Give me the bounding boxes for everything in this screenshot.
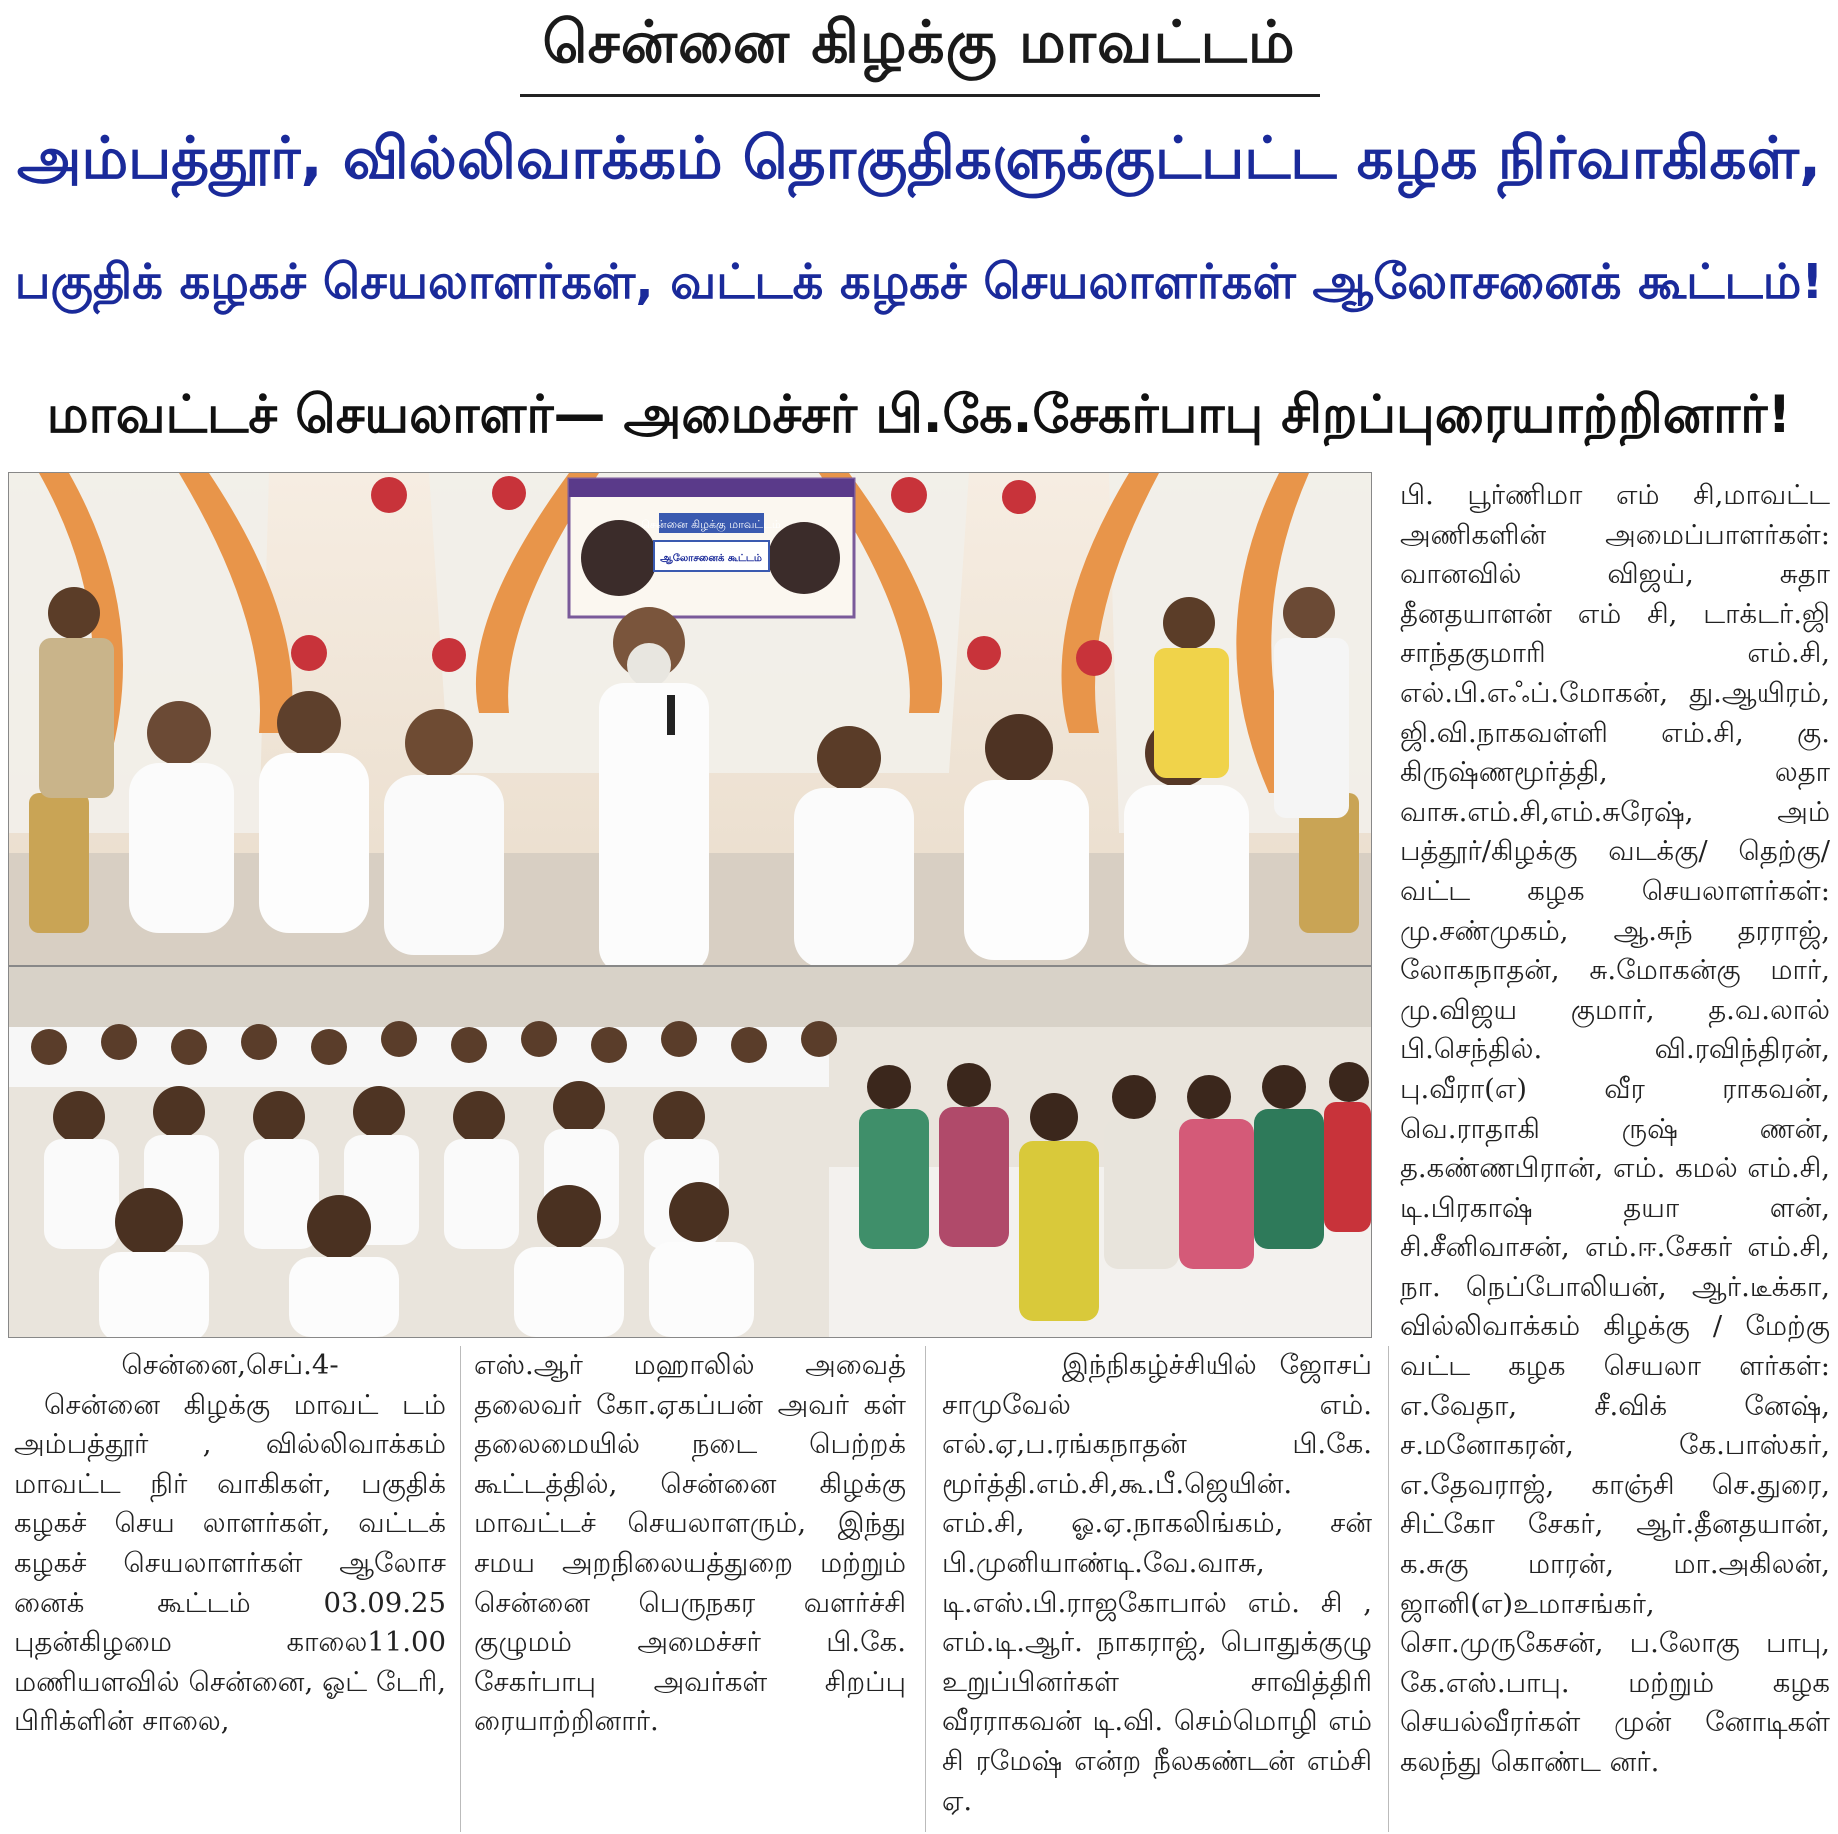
article-column-3 (942, 1346, 1372, 1821)
article-column-1 (14, 1346, 446, 1742)
subheadline: மாவட்டச் செயலாளர்— அமைச்சர் பி.கே.சேகர்பாபு சிறப்புரையாற்றினார்! (46, 385, 1792, 445)
banner-text-2: ஆலோசனைக் கூட்டம் (660, 553, 762, 564)
event-photo-stage (8, 472, 1372, 966)
article-column-2 (474, 1346, 906, 1742)
article-column-right (1400, 476, 1830, 1783)
column-divider (1388, 1346, 1389, 1832)
section-kicker: சென்னை கிழக்கு மாவட்டம் (542, 8, 1296, 76)
dateline: சென்னை,செப்.4- (121, 1349, 339, 1381)
article-text-col3: இந்நிகழ்ச்சியில் ஜோசப் சாமுவேல் எம். எல்.ஏ,ப.ரங்கநாதன் பி.கே. மூர்த்தி.எம்.சி,கூ.பீ.ஜெயின். எம்.சி, ஓ.ஏ.நாகலிங்கம், சன் பி.முனியாண்டி.வே.வாசு, டி.எஸ்.பி.ராஜகோபால் எம். சி , எம்.டி.ஆர். நாகராஜ், பொதுக்குழு உறுப்பினர்கள் சாவித்திரி வீரராகவன் டி.வி. செம்மொழி எம் சி ரமேஷ் என்ற நீலகண்டன் எம்சி ஏ. (942, 1349, 1372, 1817)
column-divider (460, 1346, 461, 1832)
headline-line-2: பகுதிக் கழகச் செயலாளர்கள், வட்டக் கழகச் செயலாளர்கள் ஆலோசனைக் கூட்டம்! (14, 254, 1824, 310)
column-divider (925, 1346, 926, 1832)
article-text-col1: சென்னை கிழக்கு மாவட் டம் அம்பத்தூர் , வில்லிவாக்கம் மாவட்ட நிர் வாகிகள், பகுதிக் கழகச் செய லாளர்கள், வட்டக் கழகச் செயலாளர்கள் ஆலோச னைக் கூட்டம் 03.09.25 புதன்கிழமை காலை11.00 மணியளவில் சென்னை, ஓட் டேரி, பிரிக்ளின் சாலை, (14, 1388, 446, 1738)
article-text-right: பி. பூர்ணிமா எம் சி,மாவட்ட அணிகளின் அமைப்பாளர்கள்: வானவில் விஜய், சுதா தீனதயாளன் எம் சி, டாக்டர்.ஜி சாந்தகுமாரி எம்.சி, எல்.பி.எஃப்.மோகன், து.ஆயிரம், ஜி.வி.நாகவள்ளி எம்.சி, கு. கிருஷ்ணமூர்த்தி, லதா வாசு.எம்.சி,எம்.சுரேஷ், அம் பத்தூர்/கிழக்கு வடக்கு/ தெற்கு/ வட்ட கழக செயலாளர்கள்: மு.சண்முகம், ஆ.சுந் தரராஜ், லோகநாதன், சு.மோகன்கு மார், மு.விஜய குமார், த.வ.லால் பி.செந்தில். வி.ரவிந்திரன், பு.வீரா(எ) வீர ராகவன், வெ.ராதாகி ருஷ் ணன், த.கண்ணபிரான், எம். கமல் எம்.சி, டி.பிரகாஷ் தயா ளன், சி.சீனிவாசன், எம்.ஈ.சேகர் எம்.சி, நா. நெப்போலியன், ஆர்.டீக்கா, வில்லிவாக்கம் கிழக்கு / மேற்கு வட்ட கழக செயலா ளர்கள்: எ.வேதா, சீ.விக் னேஷ், ச.மனோகரன், கே.பாஸ்கர், எ.தேவராஜ், காஞ்சி செ.துரை, சிட்கோ சேகர், ஆர்.தீனதயான், க.சுகு மாரன், மா.அகிலன், ஜானி(எ)உமாசங்கர், சொ.முருகேசன், ப.லோகு பாபு, கே.எஸ்.பாபு. மற்றும் கழக செயல்வீரர்கள் முன் னோடிகள் கலந்து கொண்ட னர். (1400, 479, 1830, 1778)
kicker-underline (520, 94, 1320, 97)
banner-text-1: சென்னை கிழக்கு மாவட்டம் (641, 518, 781, 531)
article-text-col2: எஸ்.ஆர் மஹாலில் அவைத் தலைவர் கோ.ஏகப்பன் அவர் கள் தலைமையில் நடை பெற்றக் கூட்டத்தில், சென்னை கிழக்கு மாவட்டச் செயலாளரும், இந்து சமய அறநிலையத்துறை மற்றும் சென்னை பெருநகர வளர்ச்சி குழுமம் அமைச்சர் பி.கே. சேகர்பாபு அவர்கள் சிறப்பு ரையாற்றினார். (474, 1349, 906, 1738)
event-photo-audience (8, 966, 1372, 1338)
headline-line-1: அம்பத்தூர், வில்லிவாக்கம் தொகுதிகளுக்குட்பட்ட கழக நிர்வாகிகள், (16, 124, 1821, 192)
